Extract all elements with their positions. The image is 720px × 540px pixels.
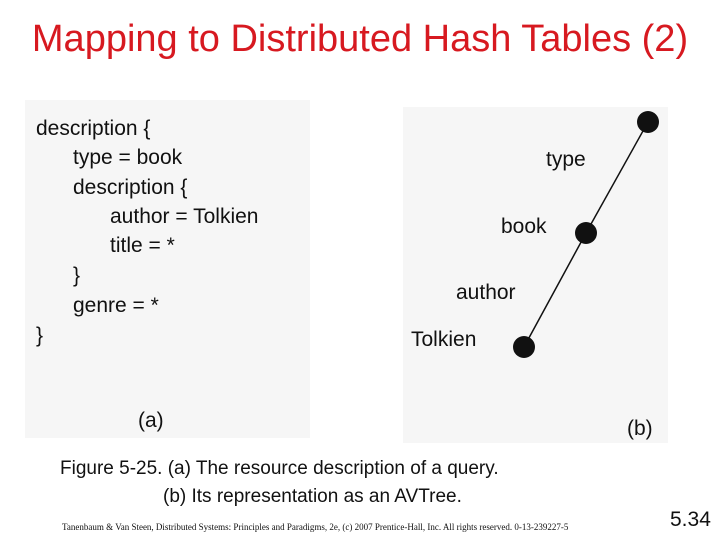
tree-label: Tolkien [411, 328, 477, 351]
tree-node [637, 111, 659, 133]
caption-line-2: (b) Its representation as an AVTree. [163, 486, 462, 507]
figure-a-label: (a) [138, 409, 164, 432]
tree-node [513, 336, 535, 358]
caption-line-1: Figure 5-25. (a) The resource description of a query. [60, 458, 499, 479]
code-line: description { [73, 176, 188, 199]
code-line: } [73, 264, 81, 287]
code-line: author = Tolkien [110, 205, 259, 228]
code-line: } [36, 324, 44, 347]
slide-number: 5.34 [670, 508, 711, 531]
tree-node [575, 222, 597, 244]
slide-title: Mapping to Distributed Hash Tables (2) [31, 18, 689, 60]
copyright-footer: Tanenbaum & Van Steen, Distributed Systems: Principles and Paradigms, 2e, (c) 2007 Prentice-Hall, Inc. All rights reserved. 0-13-239227-5 [62, 522, 569, 532]
code-line: title = * [110, 234, 175, 257]
tree-label: author [456, 281, 516, 304]
tree-label: book [501, 215, 547, 238]
tree-edge [586, 122, 648, 233]
figure-caption [60, 455, 680, 511]
code-line: description { [36, 117, 151, 140]
figure-b-label: (b) [627, 417, 653, 440]
tree-label: type [546, 148, 586, 171]
code-line: type = book [73, 146, 183, 169]
tree-edge [524, 233, 586, 347]
code-line: genre = * [73, 294, 159, 317]
